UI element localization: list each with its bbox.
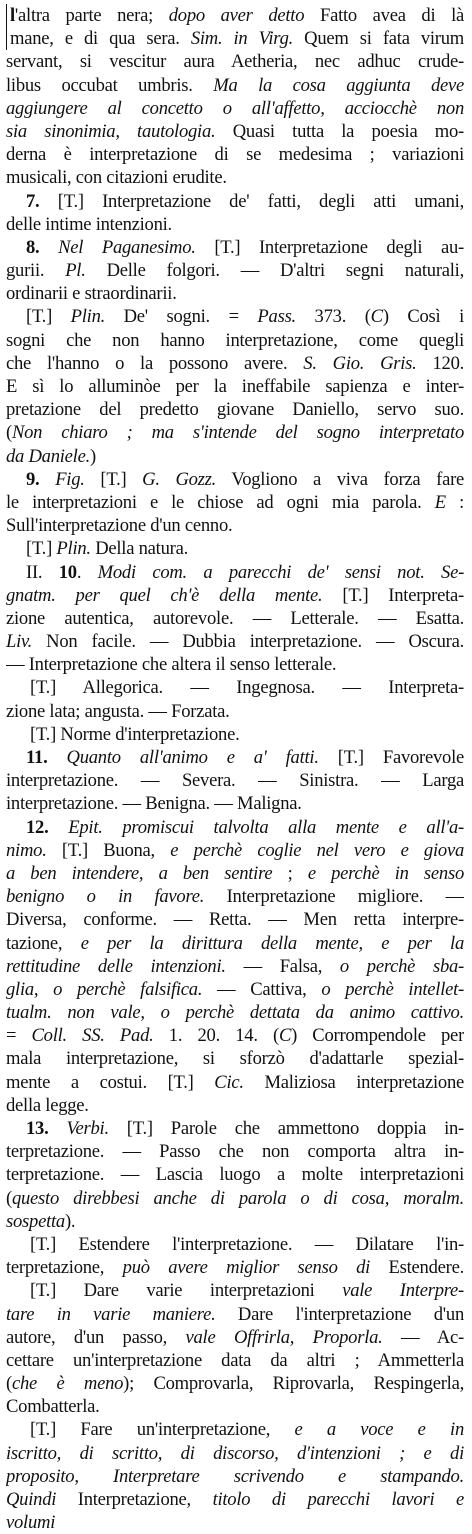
text-line: 13. Verbi. [T.] Parole che ammettono doppia in- xyxy=(26,1118,464,1139)
text-line: interpretazione. — Severa. — Sinistra. — Larga xyxy=(6,770,464,792)
text-line: zione lata; angusta. — Forzata. xyxy=(6,700,230,722)
text-line: [T.] Estendere l'interpretazione. — Dilatare l'in- xyxy=(30,1233,464,1255)
text-line: delle intime intenzioni. xyxy=(6,213,172,235)
text-line: volumi xyxy=(6,1512,56,1534)
text-line: sia sinonimia, tautologia. Quasi tutta la poesia mo- xyxy=(6,120,464,142)
text-line: che l'hanno o la possono avere. S. Gio. Gris. 120. xyxy=(6,352,464,374)
entry-column xyxy=(6,4,464,1534)
text-line: proposito, Interpretare scrivendo e stampando. xyxy=(6,1465,464,1487)
text-line: tare in varie maniere. Dare l'interpretazione d'un xyxy=(6,1303,464,1325)
text-line: zione autentica, autorevole. — Letterale. — Esatta. xyxy=(6,607,464,629)
text-line: terpretazione. — Passo che non comporta altra in- xyxy=(6,1141,464,1163)
text-line: [T.] Allegorica. — Ingegnosa. — Interpreta- xyxy=(30,677,464,699)
text-line: pretazione del predetto giovane Daniello, servo suo. xyxy=(6,399,464,421)
text-line: Diversa, conforme. — Retta. — Men retta interpre- xyxy=(6,909,464,931)
text-line: gnatm. per quel ch'è della mente. [T.] Interpreta- xyxy=(6,584,464,606)
text-line: a ben intendere, a ben sentire ; e perchè in senso xyxy=(6,862,464,884)
text-line: Liv. Non facile. — Dubbia interpretazione. — Oscura. xyxy=(6,631,464,653)
text-line: libus occubat umbris. Ma la cosa aggiunta deve xyxy=(6,74,464,96)
text-line: 8. Nel Paganesimo. [T.] Interpretazione degli au- xyxy=(26,236,464,258)
text-line: Quindi Interpretazione, titolo di parecchi lavori e xyxy=(6,1489,464,1510)
text-line: le interpretazioni e le chiose ad ogni mia parola. E : xyxy=(6,491,464,513)
text-line: Combatterla. xyxy=(6,1396,100,1418)
text-line: tazione, e per la dirittura della mente, e per la xyxy=(6,932,464,954)
text-line: sogni che non hanno interpretazione, come quegli xyxy=(6,329,464,351)
text-line: musicali, con citazioni erudite. xyxy=(6,167,227,189)
text-line: = Coll. SS. Pad. 1. 20. 14. (C) Corrompendole per xyxy=(6,1025,464,1047)
text-line: gurii. Pl. Delle folgori. — D'altri segni naturali, xyxy=(6,260,464,282)
text-line: 11. Quanto all'animo e a' fatti. [T.] Favorevole xyxy=(26,747,464,768)
text-line: [T.] Dare varie interpretazioni vale Interpre- xyxy=(30,1280,464,1302)
text-line: aggiungere al concetto o all'affetto, acciocchè non xyxy=(6,97,464,119)
text-line: E sì lo alluminòe per la ineffabile sapienza e inter- xyxy=(6,376,464,397)
text-line: 7. [T.] Interpretazione de' fatti, degli atti umani, xyxy=(26,190,464,212)
text-line: (che è meno); Comprovarla, Riprovarla, Respingerla, xyxy=(6,1373,464,1395)
text-line: (questo direbbesi anche di parola o di cosa, moralm. xyxy=(6,1187,464,1209)
text-line: derna è interpretazione di se medesima ; variazioni xyxy=(6,144,464,166)
text-line: Sull'interpretazione d'un cenno. xyxy=(6,515,233,537)
text-line: benigno o in favore. Interpretazione migliore. — xyxy=(6,886,464,908)
text-line: nimo. [T.] Buona, e perchè coglie nel vero e giova xyxy=(6,839,464,861)
text-line: [T.] Norme d'interpretazione. xyxy=(30,723,240,745)
text-line: mente a costui. [T.] Cic. Maliziosa interpretazione xyxy=(6,1071,464,1093)
text-line: 9. Fig. [T.] G. Gozz. Vogliono a viva forza fare xyxy=(26,468,464,490)
text-line: — Interpretazione che altera il senso letterale. xyxy=(6,654,337,676)
text-line: mane, e di qua sera. Sim. in Virg. Quem si fata virum xyxy=(6,27,464,50)
text-line: iscritto, di scritto, di discorso, d'intenzioni ; e di xyxy=(6,1442,464,1464)
text-line: 12. Epit. promiscui talvolta alla mente e all'a- xyxy=(26,816,464,838)
text-line: tualm. non vale, o perchè dettata da animo cattivo. xyxy=(6,1002,464,1024)
text-line: mala interpretazione, si sforzò d'adattarle spezial- xyxy=(6,1048,464,1070)
text-line: glia, o perchè falsifica. — Cattiva, o perchè intellet- xyxy=(6,978,464,1000)
text-line: cettare un'interpretazione data da altri ; Ammetterla xyxy=(6,1349,464,1371)
text-line: della legge. xyxy=(6,1094,89,1116)
text-line: [T.] Fare un'interpretazione, e a voce e in xyxy=(30,1419,464,1441)
text-line: da Daniele.) xyxy=(6,445,96,467)
text-line: [T.] Plin. De' sogni. = Pass. 373. (C) Così i xyxy=(26,306,464,328)
text-line: [T.] Plin. Della natura. xyxy=(26,538,188,560)
text-line: l'altra parte nera; dopo aver detto Fatto avea di là xyxy=(6,4,464,27)
text-line: (Non chiaro ; ma s'intende del sogno interpretato xyxy=(6,422,464,444)
text-line: rettitudine delle intenzioni. — Falsa, o perchè sba- xyxy=(6,955,464,977)
text-line: II. 10. Modi com. a parecchi de' sensi not. Se- xyxy=(26,561,464,583)
text-line: terpretazione, può avere miglior senso di Estendere. xyxy=(6,1257,464,1279)
text-line: sospetta). xyxy=(6,1210,76,1232)
text-line: ordinarii e straordinarii. xyxy=(6,283,177,305)
text-line: interpretazione. — Benigna. — Maligna. xyxy=(6,793,302,815)
text-line: terpretazione. — Lascia luogo a molte interpretazioni xyxy=(6,1164,464,1186)
text-line: autore, d'un passo, vale Offrirla, Proporla. — Ac- xyxy=(6,1326,464,1348)
text-line: servant, si vescitur aura Aetheria, nec adhuc crude- xyxy=(6,51,464,73)
